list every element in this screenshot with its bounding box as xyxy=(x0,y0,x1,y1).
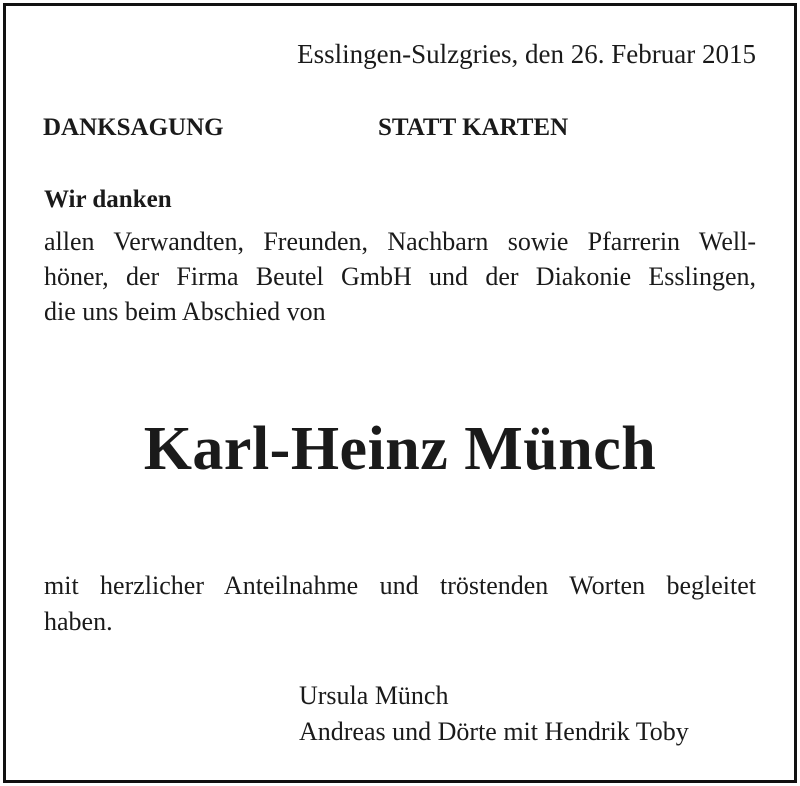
thanks-lead: Wir danken xyxy=(44,186,172,213)
thanks-line: höner, der Firma Beutel GmbH und der Diakonie Esslingen, xyxy=(44,262,756,291)
thanks-line: die uns beim Abschied von xyxy=(44,297,326,326)
heading-danksagung: DANKSAGUNG xyxy=(43,114,224,141)
signatures xyxy=(299,678,689,750)
closing-line: haben. xyxy=(44,607,113,636)
thanks-line: allen Verwandten, Freunden, Nachbarn sowie Pfarrerin Well- xyxy=(44,227,756,256)
closing-line: mit herzlicher Anteilnahme und tröstenden Worten begleitet xyxy=(44,571,756,600)
signature-line: Andreas und Dörte mit Hendrik Toby xyxy=(299,717,689,746)
deceased-name: Karl-Heinz Münch xyxy=(143,415,657,483)
thanks-paragraph xyxy=(44,224,756,329)
heading-statt-karten: STATT KARTEN xyxy=(378,114,569,141)
place-and-date: Esslingen-Sulzgries, den 26. Februar 2015 xyxy=(297,39,756,69)
signature-line: Ursula Münch xyxy=(299,681,449,710)
closing-paragraph xyxy=(44,568,756,640)
